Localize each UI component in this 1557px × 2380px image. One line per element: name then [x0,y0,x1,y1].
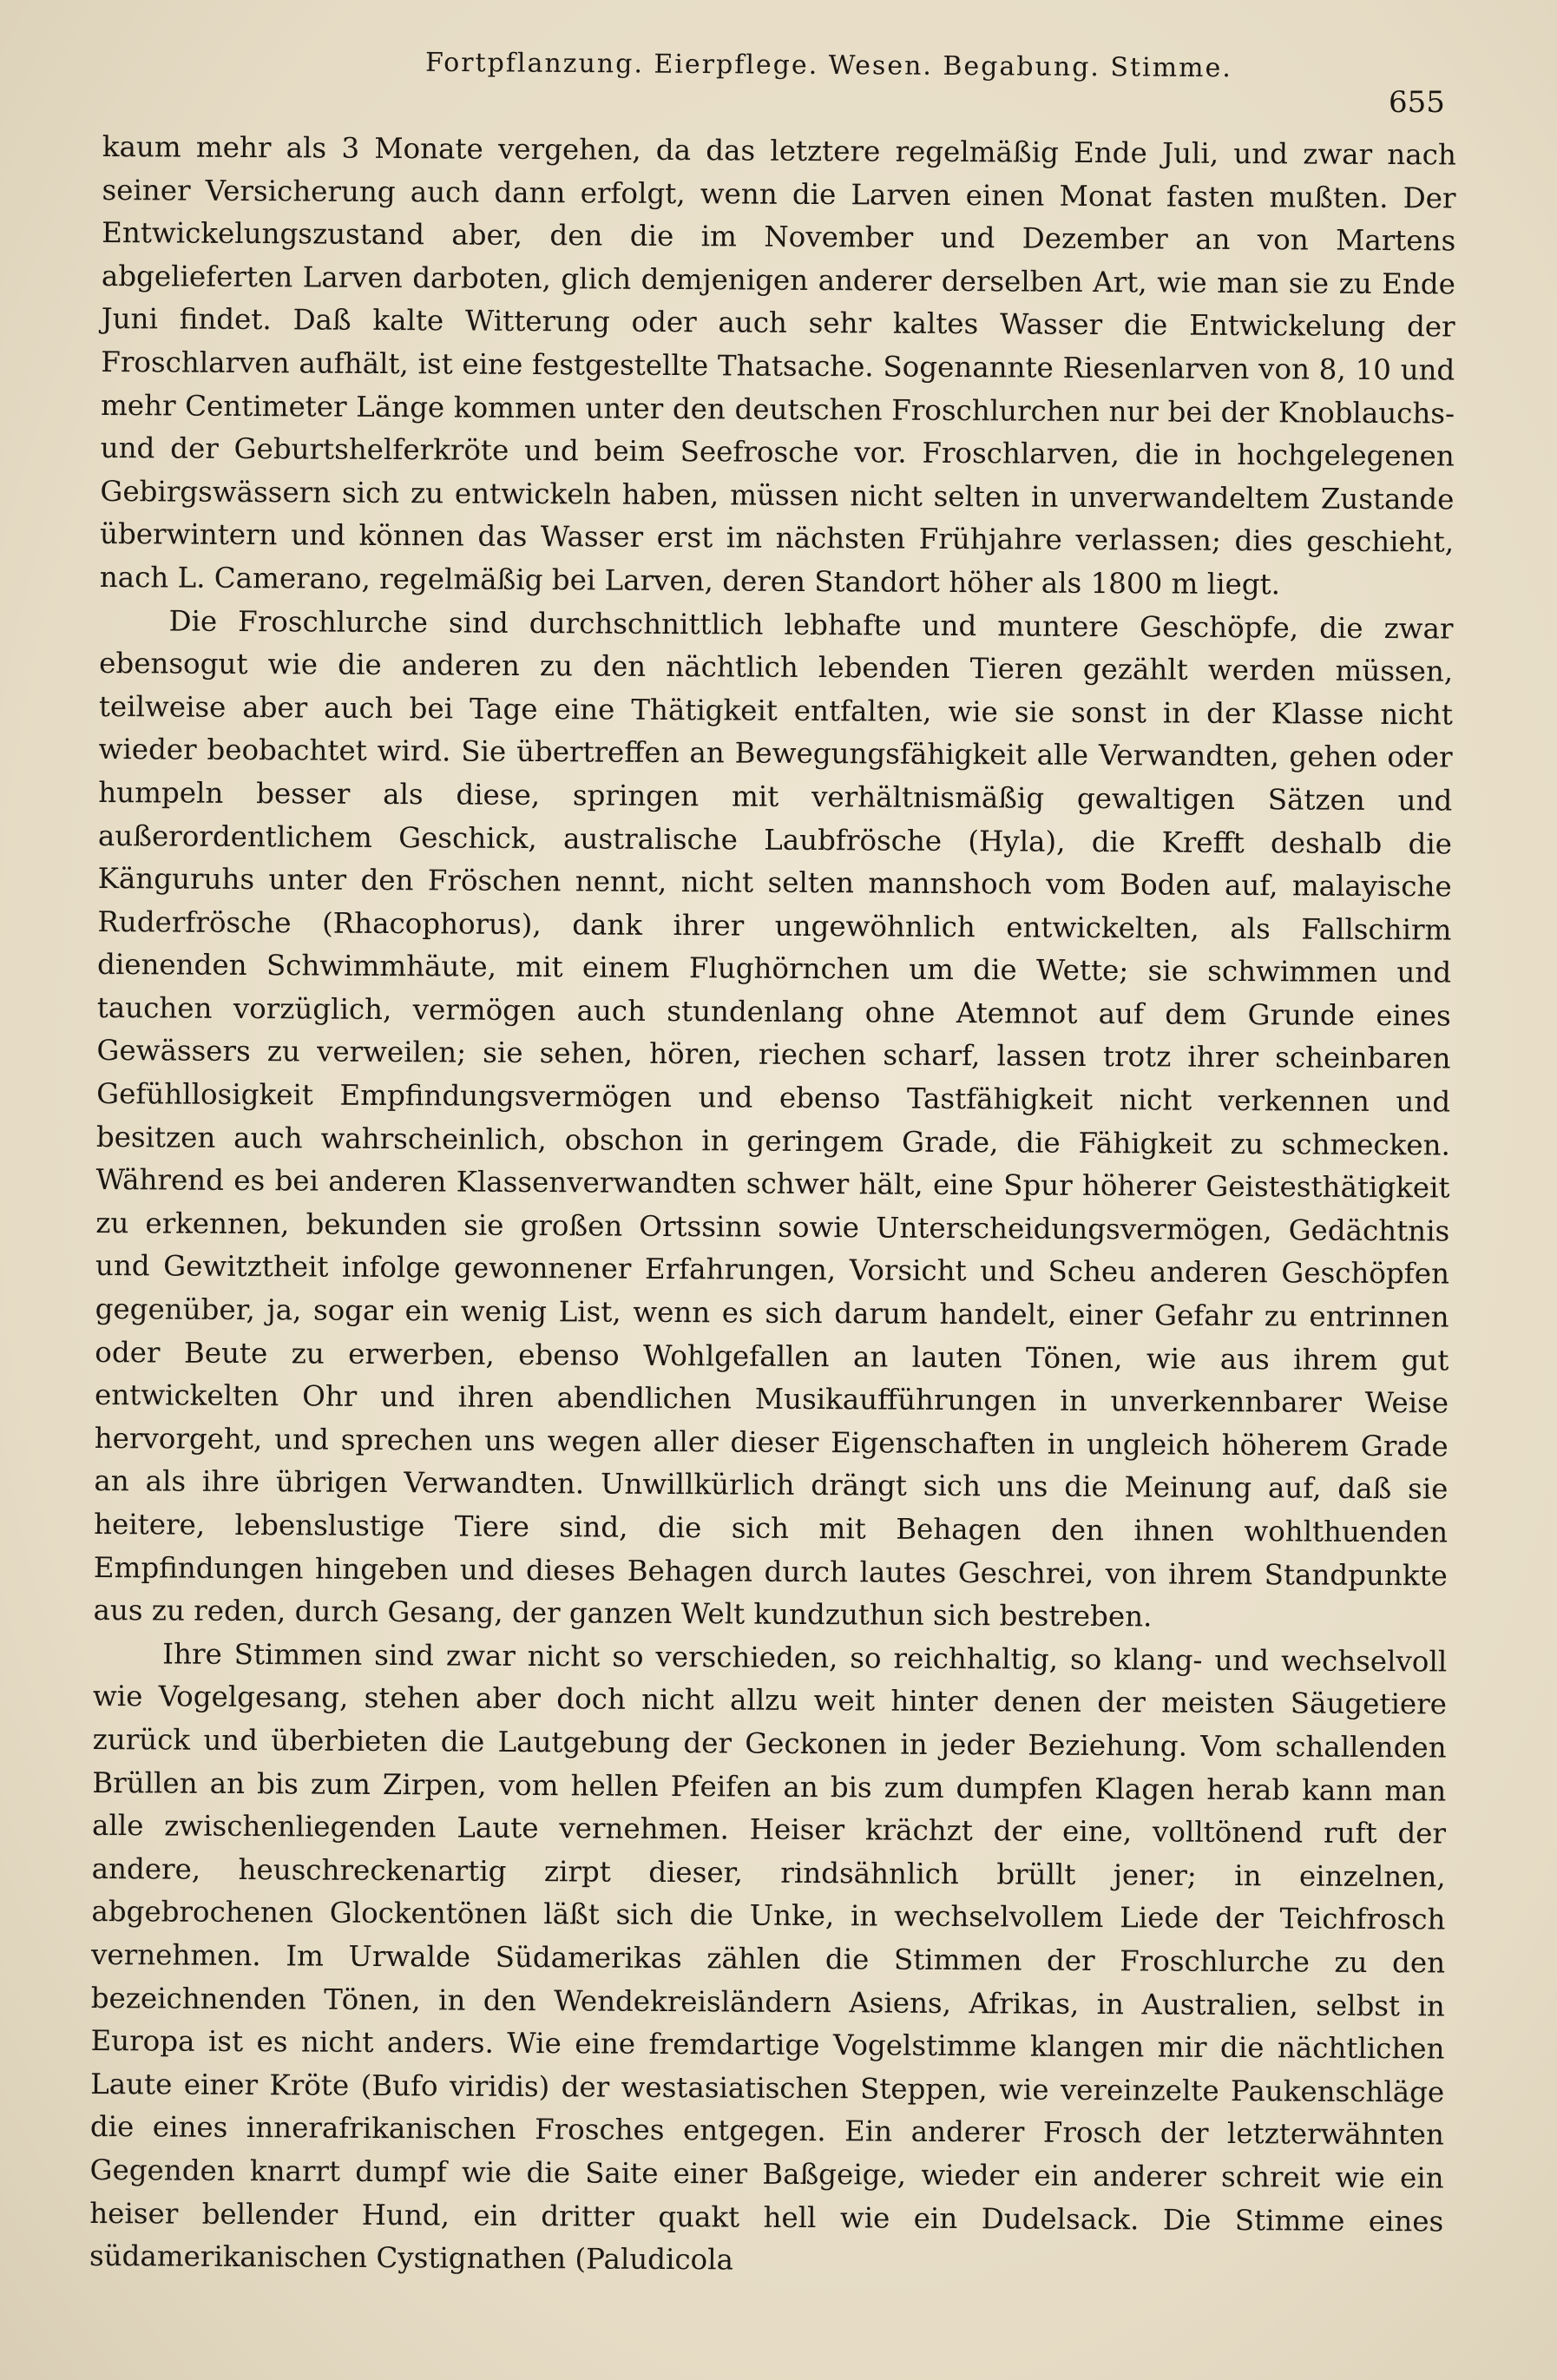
paragraph-3: Ihre Stimmen sind zwar nicht so verschieden, so reichhaltig, so klang- und wechselvoll wie Vogelgesang, stehen aber doch nicht allzu weit hinter denen der meisten Säugetiere zurück und überbieten die Lautgebung der Geckonen in jeder Beziehung. Vom schallenden Brüllen an bis zum Zirpen, vom hellen Pfeifen an bis zum dumpfen Klagen herab kann man alle zwischenliegenden Laute vernehmen. Heiser krächzt der eine, volltönend ruft der andere, heuschreckenartig zirpt dieser, rindsähnlich brüllt jener; in einzelnen, abgebrochenen Glockentönen läßt sich die Unke, in wechselvollem Liede der Teichfrosch vernehmen. Im Urwalde Südamerikas zählen die Stimmen der Froschlurche zu den bezeichnenden Tönen, in den Wendekreisländern Asiens, Afrikas, in Australien, selbst in Europa ist es nicht anders. Wie eine fremdartige Vogelstimme klangen mir die nächtlichen Laute einer Kröte (Bufo viridis) der westasiatischen Steppen, wie vereinzelte Paukenschläge die eines innerafrikanischen Frosches entgegen. Ein anderer Frosch der letzterwähnten Gegenden knarrt dumpf wie die Saite einer Baßgeige, wieder ein anderer schreit wie ein heiser bellender Hund, ein dritter quakt hell wie ein Dudelsack. Die Stimme eines südamerikanischen Cystignathen (Paludicola [89,1637,1448,2277]
body-text [89,126,1456,2286]
running-head: Fortpflanzung. Eierpflege. Wesen. Begabung. Stimme. [424,47,1232,84]
paragraph-1: kaum mehr als 3 Monate vergehen, da das letztere regelmäßig Ende Juli, und zwar nach seiner Versicherung auch dann erfolgt, wenn die Larven einen Monat fasten mußten. Der Entwickelungszustand aber, den die im November und Dezember an von Martens abgelieferten Larven darboten, glich demjenigen anderer derselben Art, wie man sie zu Ende Juni findet. Daß kalte Witterung oder auch sehr kaltes Wasser die Entwickelung der Froschlarven aufhält, ist eine festgestellte Thatsache. Sogenannte Riesenlarven von 8, 10 und mehr Centimeter Länge kommen unter den deutschen Froschlurchen nur bei der Knoblauchs- und der Geburtshelferkröte und beim Seefrosche vor. Froschlarven, die in hochgelegenen Gebirgswässern sich zu entwickeln haben, müssen nicht selten in unverwandeltem Zustande überwintern und können das Wasser erst im nächsten Frühjahre verlassen; dies geschieht, nach L. Camerano, regelmäßig bei Larven, deren Standort höher als 1800 m liegt. [99,129,1456,602]
paragraph-2: Die Froschlurche sind durchschnittlich lebhafte und muntere Geschöpfe, die zwar ebensogut wie die anderen zu den nächtlich lebenden Tieren gezählt werden müssen, teilweise aber auch bei Tage eine Thätigkeit entfalten, wie sie sonst in der Klasse nicht wieder beobachtet wird. Sie übertreffen an Bewegungsfähigkeit alle Verwandten, gehen oder humpeln besser als diese, springen mit verhältnismäßig gewaltigen Sätzen und außerordentlichem Geschick, australische Laubfrösche (Hyla), die Krefft deshalb die Känguruhs unter den Fröschen nennt, nicht selten mannshoch vom Boden auf, malayische Ruderfrösche (Rhacophorus), dank ihrer ungewöhnlich entwickelten, als Fallschirm dienenden Schwimmhäute, mit einem Flughörnchen um die Wette; sie schwimmen und tauchen vorzüglich, vermögen auch stundenlang ohne Atemnot auf dem Grunde eines Gewässers zu verweilen; sie sehen, hören, riechen scharf, lassen trotz ihrer scheinbaren Gefühllosigkeit Empfindungsvermögen und ebenso Tastfähigkeit nicht verkennen und besitzen auch wahrscheinlich, obschon in geringem Grade, die Fähigkeit zu schmecken. Während es bei anderen Klassenverwandten schwer hält, eine Spur höherer Geistesthätigkeit zu erkennen, bekunden sie großen Ortssinn sowie Unterscheidungsvermögen, Gedächtnis und Gewitztheit infolge gewonnener Erfahrungen, Vorsicht und Scheu anderen Geschöpfen gegenüber, ja, sogar ein wenig List, wenn es sich darum handelt, einer Gefahr zu entrinnen oder Beute zu erwerben, ebenso Wohlgefallen an lauten Tönen, wie aus ihrem gut entwickelten Ohr und ihren abendlichen Musikaufführungen in unverkennbarer Weise hervorgeht, und sprechen uns wegen aller dieser Eigenschaften in ungleich höherem Grade an als ihre übrigen Verwandten. Unwillkürlich drängt sich uns die Meinung auf, daß sie heitere, lebenslustige Tiere sind, die sich mit Behagen den ihnen wohlthuenden Empfindungen hingeben und dieses Behagen durch lautes Geschrei, von ihrem Standpunkte aus zu reden, durch Gesang, der ganzen Welt kundzuthun sich bestreben. [93,604,1454,1634]
page-number: 655 [1389,85,1445,120]
